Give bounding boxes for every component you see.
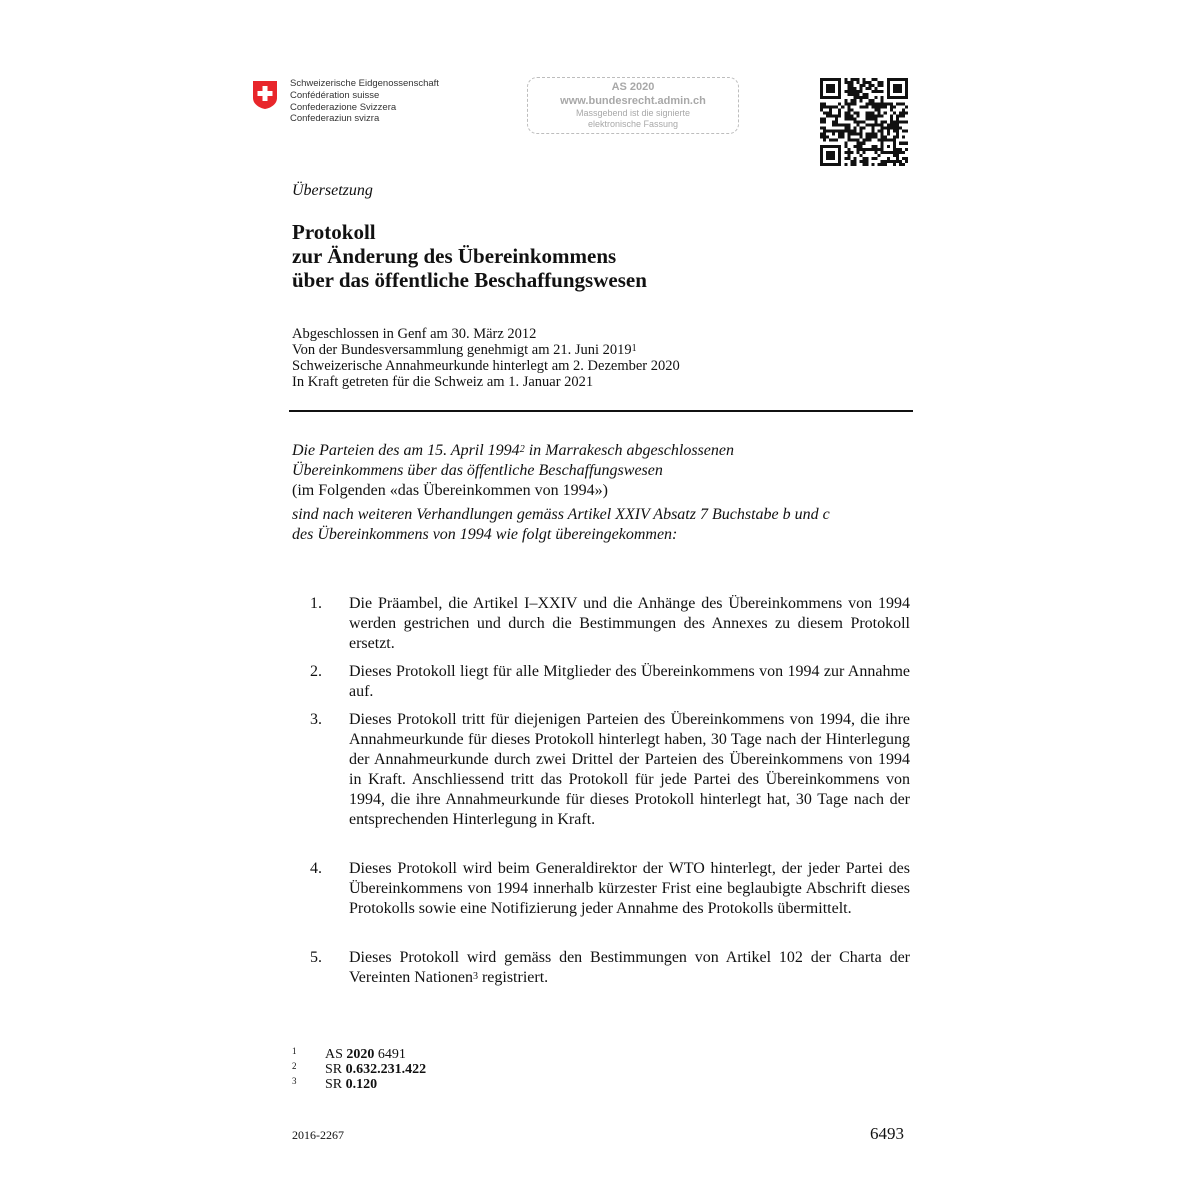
item-number: 1. bbox=[310, 595, 322, 612]
item-number: 5. bbox=[310, 949, 322, 966]
document-metadata bbox=[292, 326, 680, 390]
item-text: Dieses Protokoll liegt für alle Mitglieder des Übereinkommens von 1994 zur Annahme auf. bbox=[349, 663, 910, 700]
qr-code-icon[interactable] bbox=[820, 78, 908, 166]
footnote-text[interactable] bbox=[325, 1062, 426, 1077]
signed-version-note-1: Massgebend ist die signierte bbox=[575, 108, 691, 118]
footnote-prefix: AS bbox=[325, 1047, 347, 1062]
confederation-names bbox=[290, 78, 439, 125]
in-force-line: In Kraft getreten für die Schweiz am 1. Januar 2021 bbox=[292, 374, 594, 390]
footnote-ref-1[interactable]: 1 bbox=[631, 343, 637, 354]
item-number: 4. bbox=[310, 860, 322, 877]
footnote-suffix: 6491 bbox=[374, 1047, 406, 1062]
official-publication-box bbox=[527, 77, 739, 134]
concluded-line: Abgeschlossen in Genf am 30. März 2012 bbox=[292, 326, 537, 342]
footnote-bold: 0.632.231.422 bbox=[345, 1062, 427, 1077]
deposited-line: Schweizerische Annahmeurkunde hinterlegt am 2. Dezember 2020 bbox=[292, 358, 680, 374]
header-divider bbox=[289, 410, 913, 412]
preamble bbox=[292, 441, 912, 545]
footnote-ref-2[interactable]: 2 bbox=[519, 444, 525, 455]
footnote-prefix: SR bbox=[325, 1062, 346, 1077]
preamble-line-1a: Die Parteien des am 15. April 1994 bbox=[292, 442, 520, 459]
footnote-number: 2 bbox=[292, 1061, 297, 1071]
footnote-bold: 2020 bbox=[346, 1047, 375, 1062]
preamble-line-1b: in Marrakesch abgeschlossenen bbox=[524, 442, 734, 459]
document-id: 2016-2267 bbox=[292, 1128, 344, 1142]
title-line-1: Protokoll bbox=[292, 220, 376, 244]
footnote-text[interactable] bbox=[325, 1077, 377, 1092]
preamble-line-2: Übereinkommens über das öffentliche Beschaffungswesen bbox=[292, 462, 663, 479]
item-text: Dieses Protokoll tritt für diejenigen Parteien des Übereinkommens von 1994, die ihre Annahmeurkunde für dieses Protokoll hinterlegt haben, 30 Tage nach der Hinterlegung der Annahmeurkunde durch zwei Drittel der Parteien des Übereinkommens von 1994 in Kraft. Anschliessend tritt das Protokoll für jede Partei des Übereinkommens von 1994, die ihre Annahmeurkunde für dieses Protokoll hinterlegt hat, 30 Tage nach der entsprechenden Hinterlegung in Kraft. bbox=[349, 711, 910, 828]
bundesrecht-link[interactable]: www.bundesrecht.admin.ch bbox=[560, 95, 706, 107]
preamble-line-1 bbox=[292, 441, 912, 461]
footnote-number: 1 bbox=[292, 1046, 297, 1056]
item-text-b: registriert. bbox=[477, 969, 549, 986]
as-year: AS 2020 bbox=[611, 81, 655, 93]
confederation-line-de: Schweizerische Eidgenossenschaft bbox=[290, 78, 439, 89]
footnote-bold: 0.120 bbox=[345, 1077, 378, 1092]
approved-line bbox=[292, 342, 680, 358]
title-line-3: über das öffentliche Beschaffungswesen bbox=[292, 268, 647, 292]
preamble-line-3: (im Folgenden «das Übereinkommen von 1994») bbox=[292, 482, 608, 499]
confederation-line-rm: Confederaziun svizra bbox=[290, 113, 380, 125]
signed-version-note-2: elektronische Fassung bbox=[587, 119, 679, 129]
translation-label: Übersetzung bbox=[292, 182, 373, 199]
footnote-number: 3 bbox=[292, 1076, 297, 1086]
document-title bbox=[292, 220, 647, 292]
page-number: 6493 bbox=[870, 1124, 904, 1143]
footnote-prefix: SR bbox=[325, 1077, 346, 1092]
approved-text: Von der Bundesversammlung genehmigt am 21. Juni 2019 bbox=[292, 342, 632, 358]
preamble-line-5: des Übereinkommens von 1994 wie folgt übereingekommen: bbox=[292, 526, 678, 543]
item-text-a: Dieses Protokoll wird gemäss den Bestimmungen von Artikel 102 der Charta der Vereinten Nationen bbox=[349, 949, 910, 986]
item-number: 3. bbox=[310, 711, 322, 728]
footnote-ref-3[interactable]: 3 bbox=[472, 971, 478, 982]
item-number: 2. bbox=[310, 663, 322, 680]
item-text: Dieses Protokoll wird beim Generaldirektor der WTO hinterlegt, der jeder Partei des Übereinkommens von 1994 innerhalb kürzester Frist eine beglaubigte Abschrift dieses Protokolls sowie eine Notifizierung jeder Annahme des Protokolls übermittelt. bbox=[349, 860, 910, 917]
swiss-cross-icon bbox=[252, 80, 278, 110]
confederation-line-it: Confederazione Svizzera bbox=[290, 101, 397, 113]
item-text: Die Präambel, die Artikel I–XXIV und die Anhänge des Übereinkommens von 1994 werden gestrichen und durch die Bestimmungen des Annexes zu diesem Protokoll ersetzt. bbox=[349, 595, 910, 652]
confederation-line-fr: Confédération suisse bbox=[290, 89, 380, 101]
title-line-2: zur Änderung des Übereinkommens bbox=[292, 244, 617, 268]
item-text bbox=[349, 948, 910, 988]
preamble-line-4: sind nach weiteren Verhandlungen gemäss Artikel XXIV Absatz 7 Buchstabe b und c bbox=[292, 506, 830, 523]
footnote-text[interactable] bbox=[325, 1047, 406, 1062]
